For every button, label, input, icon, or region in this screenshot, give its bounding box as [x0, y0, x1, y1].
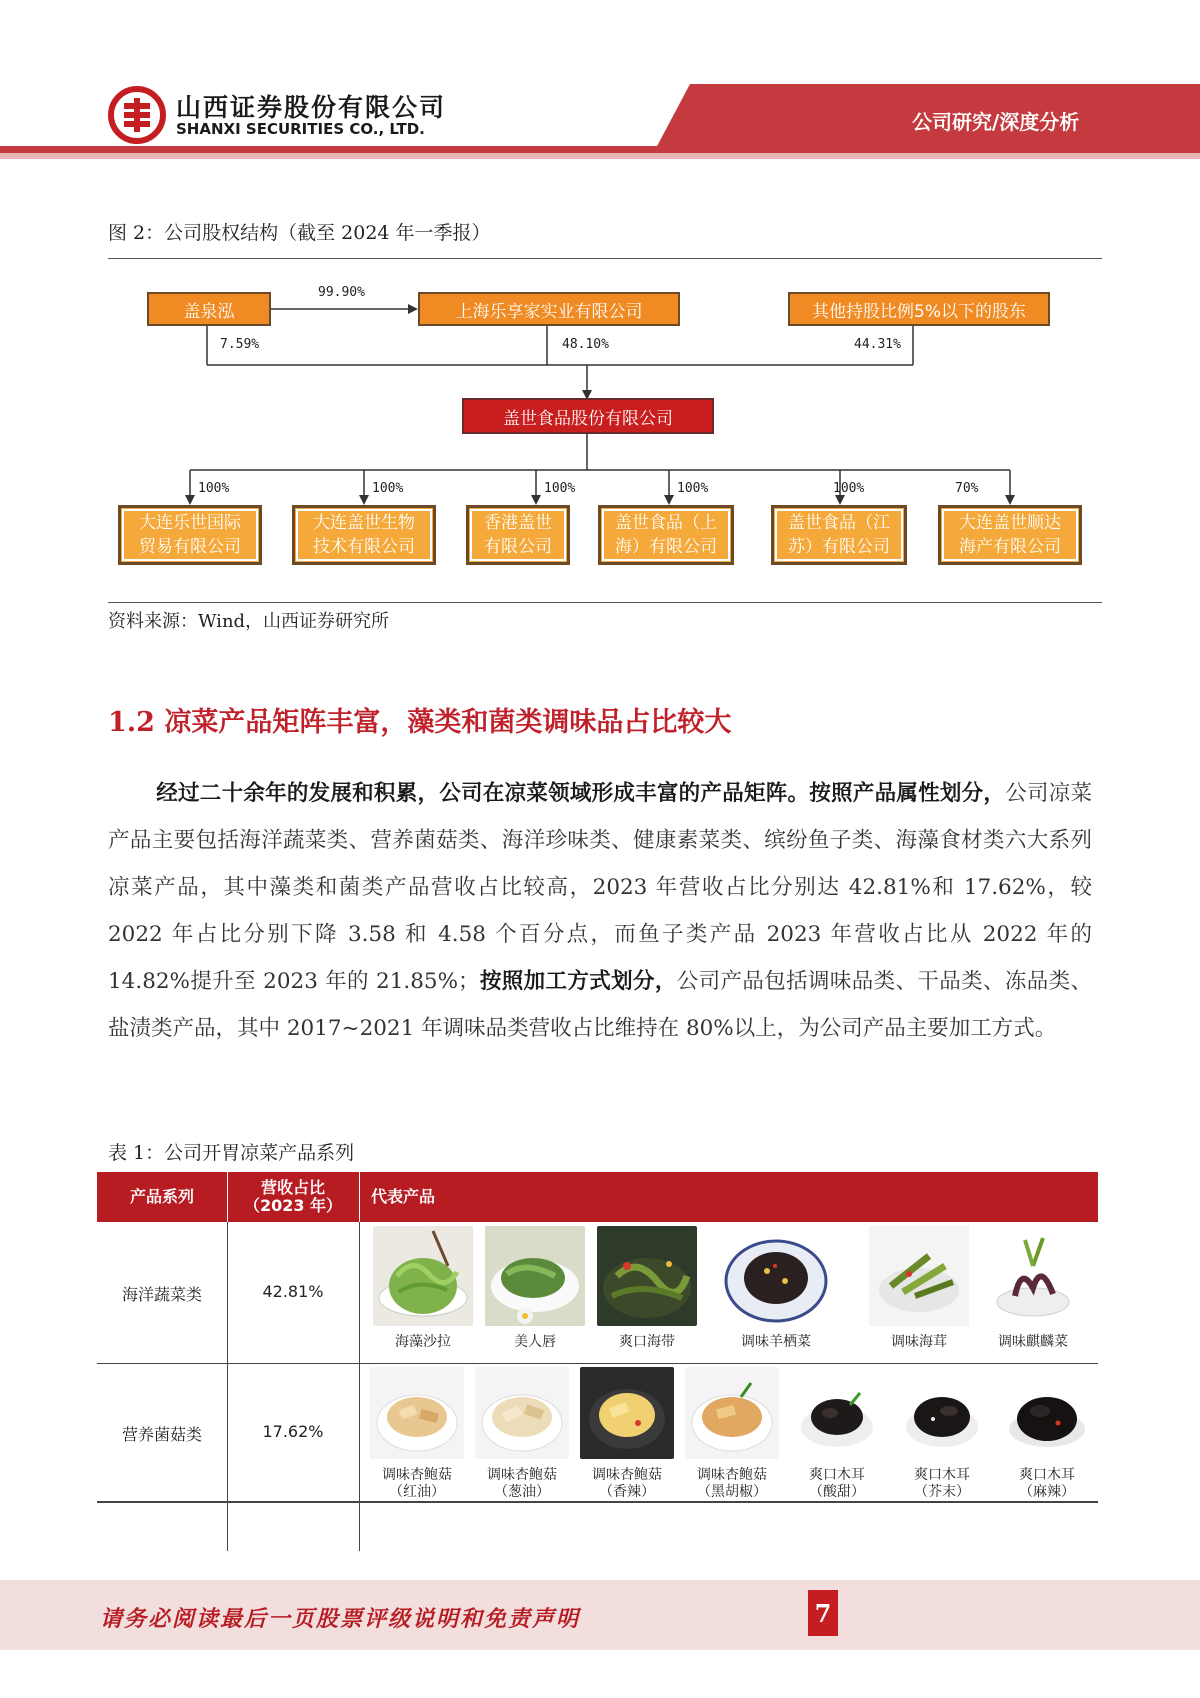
product-photo-seaweed-salad: [373, 1226, 473, 1326]
node-shanghai-lexiangjia: 上海乐享家实业有限公司: [418, 292, 680, 326]
product-name: 美人唇: [514, 1334, 556, 1350]
subsidiary-name-line2: 海产有限公司: [959, 537, 1061, 557]
product-name: [685, 1467, 779, 1501]
subsidiary-name-line2: 技术有限公司: [313, 537, 415, 557]
product-photo-fungus-sweetsour: [790, 1367, 884, 1459]
para-text-2: 公司产品包括调味品类、干品类、冻品类、盐渍类产品，其中 2017~2021 年调味品类营收占比维持在 80%以上，为公司产品主要加工方式。: [108, 969, 1092, 1041]
row2-share: 17.62%: [262, 1422, 324, 1441]
product-photo-fungus-mustard: [895, 1367, 989, 1459]
product-name: [1000, 1467, 1094, 1501]
th-share: [227, 1172, 359, 1222]
page-number: 7: [808, 1590, 838, 1636]
para-text-1: 公司凉菜产品主要包括海洋蔬菜类、营养菌菇类、海洋珍味类、健康素菜类、缤纷鱼子类、海藻食材类六大系列凉菜产品，其中藻类和菌类产品营收占比较高，2023 年营收占比分别达 42.81%和 17.62%，较 2022 年占比分别下降 3.58 和 4.58 个百分点，而鱼子类产品 2023 年营收占比从 2022 年的 14.82%提升至 2023 年的 21.85%；: [108, 781, 1092, 994]
product-name-l1: 调味杏鲍菇: [487, 1467, 557, 1483]
figure-bottom-rule: [108, 602, 1102, 603]
product-name: [370, 1467, 464, 1501]
th-share-l1: 营收占比: [260, 1178, 325, 1197]
table-header: [97, 1172, 1098, 1222]
row1-share: 42.81%: [262, 1282, 324, 1301]
subsidiary-pct: 100%: [833, 481, 865, 496]
product-item: [685, 1367, 779, 1501]
product-item: [370, 1367, 464, 1501]
node-gaishi-foods: 盖世食品股份有限公司: [462, 398, 714, 434]
th-series: 产品系列: [129, 1187, 194, 1206]
product-name: 调味海茸: [891, 1334, 947, 1350]
subsidiary-name-line1: 大连盖世顺达: [959, 513, 1061, 533]
product-name-l2: （芥末）: [914, 1484, 970, 1500]
table-title: 表 1：公司开胃凉菜产品系列: [108, 1142, 355, 1164]
footer-disclaimer: 请务必阅读最后一页股票评级说明和免责声明: [100, 1606, 581, 1632]
product-name: 海藻沙拉: [395, 1334, 451, 1350]
product-name: 调味麒麟菜: [998, 1334, 1068, 1350]
subsidiary-node: [292, 505, 436, 565]
subsidiary-name-line1: 大连乐世国际: [139, 513, 241, 533]
product-item: [981, 1226, 1085, 1351]
company-name-en: SHANXI SECURITIES CO., LTD.: [176, 120, 425, 138]
product-name-l2: （麻辣）: [1019, 1484, 1075, 1500]
product-name-l2: （红油）: [389, 1484, 445, 1500]
product-name: 爽口海带: [619, 1334, 675, 1350]
product-item: [475, 1367, 569, 1501]
product-name-l1: 爽口木耳: [914, 1467, 970, 1483]
product-item: [373, 1226, 473, 1351]
product-photo-mushroom-pepper: [685, 1367, 779, 1459]
product-photo-hijiki: [709, 1226, 843, 1326]
subsidiary-name-line1: 盖世食品（江: [788, 513, 890, 533]
row-divider: [97, 1363, 1098, 1364]
edge-label-others-gaishi: 44.31%: [854, 337, 901, 352]
product-item: [709, 1226, 843, 1351]
product-name-l2: （香辣）: [599, 1484, 655, 1500]
report-category: 公司研究/深度分析: [912, 110, 1080, 134]
product-item: [869, 1226, 969, 1351]
product-photo-eucheuma: [981, 1226, 1085, 1326]
product-name: [895, 1467, 989, 1501]
product-item: [580, 1367, 674, 1501]
product-name: [475, 1467, 569, 1501]
subsidiary-node: [938, 505, 1082, 565]
subsidiary-name-line2: 苏）有限公司: [788, 537, 890, 557]
node-other-shareholders: 其他持股比例5%以下的股东: [788, 292, 1050, 326]
product-name-l1: 调味杏鲍菇: [592, 1467, 662, 1483]
edge-label-gai-shanghai: 99.90%: [318, 285, 365, 300]
subsidiary-pct: 100%: [198, 481, 230, 496]
subsidiary-node: [598, 505, 734, 565]
row2-series: 营养菌菇类: [121, 1425, 202, 1444]
product-item: [485, 1226, 585, 1351]
page-footer: [0, 1580, 1200, 1650]
product-photo-kelp: [597, 1226, 697, 1326]
node-gai-quanhong: 盖泉泓: [147, 292, 271, 326]
product-item: [1000, 1367, 1094, 1501]
product-photo-mushroom-spicy: [580, 1367, 674, 1459]
subsidiary-name-line2: 贸易有限公司: [139, 537, 241, 557]
subsidiary-node: [118, 505, 262, 565]
edge-label-shanghai-gaishi: 48.10%: [562, 337, 609, 352]
para-bold-lead: 经过二十余年的发展和积累，公司在凉菜领域形成丰富的产品矩阵。按照产品属性划分，: [156, 781, 1006, 806]
para-bold-mid: 按照加工方式划分，: [479, 969, 677, 994]
product-name: [580, 1467, 674, 1501]
product-photo-sea-sprouts: [869, 1226, 969, 1326]
subsidiary-pct: 100%: [372, 481, 404, 496]
figure-title: 图 2：公司股权结构（截至 2024 年一季报）: [108, 222, 491, 244]
product-name-l1: 爽口木耳: [1019, 1467, 1075, 1483]
edge-label-gai-gaishi: 7.59%: [220, 337, 260, 352]
row1-series: 海洋蔬菜类: [121, 1285, 202, 1304]
product-name: 调味羊栖菜: [741, 1334, 811, 1350]
figure-source: 资料来源：Wind，山西证券研究所: [108, 611, 390, 632]
subsidiary-name-line1: 香港盖世: [484, 513, 552, 533]
subsidiary-pct: 100%: [677, 481, 709, 496]
body-paragraph: [108, 770, 1092, 1052]
th-products: 代表产品: [371, 1187, 436, 1206]
product-photo-mushroom-redoil: [370, 1367, 464, 1459]
product-item: [790, 1367, 884, 1501]
product-photo-mushroom-scallion: [475, 1367, 569, 1459]
subsidiary-pct: 100%: [544, 481, 576, 496]
subsidiary-name-line2: 有限公司: [484, 537, 552, 557]
subsidiary-node: [466, 505, 570, 565]
subsidiary-node: [771, 505, 907, 565]
product-name-l1: 爽口木耳: [809, 1467, 865, 1483]
product-name-l2: （葱油）: [494, 1484, 550, 1500]
subsidiary-name-line1: 大连盖世生物: [313, 513, 415, 533]
product-name: [790, 1467, 884, 1501]
product-item: [597, 1226, 697, 1351]
product-name-l2: （酸甜）: [809, 1484, 865, 1500]
product-photo-fungus-mala: [1000, 1367, 1094, 1459]
subsidiary-name-line2: 海）有限公司: [615, 537, 717, 557]
subsidiary-pct: 70%: [955, 481, 979, 496]
th-divider: [359, 1172, 360, 1222]
th-share-l2: （2023 年）: [243, 1196, 343, 1215]
section-heading: 1.2 凉菜产品矩阵丰富，藻类和菌类调味品占比较大: [108, 707, 732, 738]
table-bottom-rule: [97, 1501, 1098, 1503]
product-name-l1: 调味杏鲍菇: [697, 1467, 767, 1483]
th-divider: [227, 1172, 228, 1222]
product-photo-meirenchun: [485, 1226, 585, 1326]
product-name-l1: 调味杏鲍菇: [382, 1467, 452, 1483]
company-name-cn: 山西证券股份有限公司: [176, 93, 447, 122]
product-item: [895, 1367, 989, 1501]
product-name-l2: （黑胡椒）: [697, 1484, 767, 1500]
subsidiary-name-line1: 盖世食品（上: [615, 513, 717, 533]
